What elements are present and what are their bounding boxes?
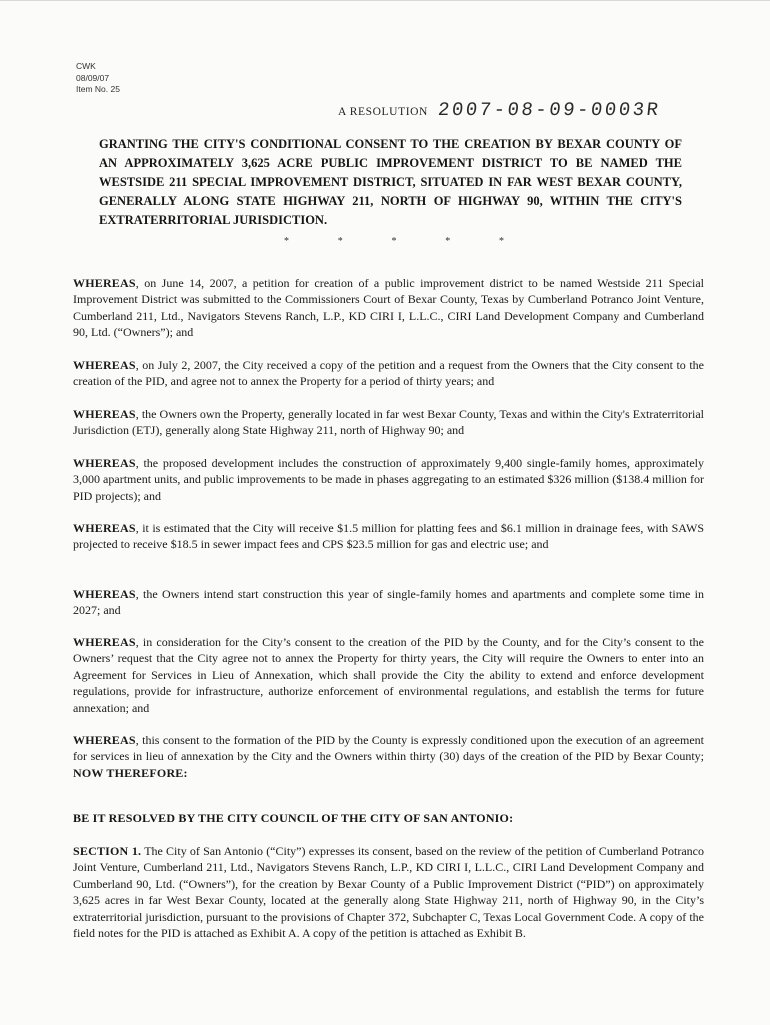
whereas-label: WHEREAS [73, 587, 136, 601]
whereas-text: , it is estimated that the City will receive $1.5 million for platting fees and $6.1 million in drainage fees, with SAWS projected to receive $18.5 in sewer impact fees and CPS $23.5 million for gas and electric use; and [73, 521, 704, 552]
whereas-text: , on June 14, 2007, a petition for creation of a public improvement district to be named Westside 211 Special Improvement District was submitted to the Commissioners Court of Bexar County, Texas by Cumberland Potranco Joint Venture, Cumberland 211, Ltd., Navigators Stevens Ranch, L.P., KD CIRI I, L.L.C., CIRI Land Development Company and Cumberland 90, Ltd. (“Owners”); and [73, 276, 704, 340]
whereas-label: WHEREAS [73, 733, 136, 747]
whereas-paragraph-5 [73, 520, 704, 553]
resolution-title: GRANTING THE CITY'S CONDITIONAL CONSENT TO THE CREATION BY BEXAR COUNTY OF AN APPROXIMATELY 3,625 ACRE PUBLIC IMPROVEMENT DISTRICT TO BE NAMED THE WESTSIDE 211 SPECIAL IMPROVEMENT DISTRICT, SITUATED IN FAR WEST BEXAR COUNTY, GENERALLY ALONG STATE HIGHWAY 211, NORTH OF HIGHWAY 90, WITHIN THE CITY'S EXTRATERRITORIAL JURISDICTION. [99, 137, 682, 227]
whereas-text: , the Owners intend start construction this year of single-family homes and apartments and complete some time in 2027; and [73, 587, 704, 618]
separator-star: * [337, 236, 343, 247]
author-initials: CWK [76, 61, 96, 71]
whereas-paragraph-3 [73, 406, 704, 439]
header-date: 08/09/07 [76, 72, 110, 83]
whereas-paragraph-7 [73, 634, 704, 716]
section-1-label: SECTION 1. [73, 844, 142, 858]
section-1-text: The City of San Antonio (“City”) expresses its consent, based on the review of the petition of Cumberland Potranco Joint Venture, Cumberland 211, Ltd., Navigators Stevens Ranch, L.P., KD CIRI I, L.L.C., CIRI Land Development Company and Cumberland 90, Ltd. (“Owners”), for the creation by Bexar County of a Public Improvement District (“PID”) on approximately 3,625 acres in far West Bexar County, located at the generally along State Highway 211, north of Highway 90, in the City’s extraterritorial jurisdiction, pursuant to the provisions of Chapter 372, Subchapter C, Texas Local Government Code. A copy of the field notes for the PID is attached as Exhibit A. A copy of the petition is attached as Exhibit B. [73, 844, 704, 941]
item-number: Item No. 25 [76, 84, 120, 94]
resolution-number: 2007-08-09-0003R [436, 99, 662, 121]
whereas-paragraph-6 [73, 586, 704, 619]
now-therefore: NOW THEREFORE: [73, 765, 188, 780]
section-1-paragraph [73, 843, 704, 941]
whereas-paragraph-4 [73, 455, 704, 504]
whereas-label: WHEREAS [73, 276, 136, 290]
separator-star: * [499, 236, 504, 247]
separator-star: * [284, 236, 289, 247]
whereas-label: WHEREAS [73, 635, 136, 649]
whereas-text: , this consent to the formation of the PID by the County is expressly conditioned upon the execution of an agreement for services in lieu of annexation by the City and the Owners within thirty (30) days of the creation of the PID by Bexar County; [73, 733, 704, 764]
whereas-label: WHEREAS [73, 456, 136, 470]
whereas-text: , the proposed development includes the construction of approximately 9,400 single-family homes, approximately 3,000 apartment units, and public improvements to be made in phases aggregating to an estimated $326 million ($138.4 million for PID projects); and [73, 456, 704, 503]
whereas-label: WHEREAS [73, 521, 136, 535]
whereas-text: , the Owners own the Property, generally located in far west Bexar County, Texas and within the City's Extraterritorial Jurisdiction (ETJ), generally along State Highway 211, north of Highway 90; and [73, 407, 704, 438]
separator-star: * [391, 236, 397, 247]
whereas-label: WHEREAS [73, 407, 136, 421]
resolution-line [338, 99, 738, 121]
whereas-paragraph-2 [73, 357, 704, 390]
separator-star: * [445, 236, 451, 247]
whereas-label: WHEREAS [73, 358, 136, 372]
whereas-text: , on July 2, 2007, the City received a copy of the petition and a request from the Owners that the City consent to the creation of the PID, and agree not to annex the Property for a period of thirty years; and [73, 358, 704, 389]
resolution-label: A RESOLUTION [338, 106, 428, 118]
separator-stars [284, 236, 504, 247]
resolved-clause: BE IT RESOLVED BY THE CITY COUNCIL OF THE CITY OF SAN ANTONIO: [73, 811, 514, 825]
whereas-text: , in consideration for the City’s consent to the creation of the PID by the County, and for the City’s consent to the Owners’ request that the City agree not to annex the Property for thirty years, the City will require the Owners to enter into an Agreement for Services in Lieu of Annexation, which shall provide the City the ability to extend and enforce development regulations, provide for infrastructure, authorize enforcement of environmental regulations, and establish the terms for future annexation; and [73, 635, 704, 715]
whereas-paragraph-8 [73, 732, 704, 781]
whereas-paragraph-1 [73, 275, 704, 341]
header-notes [76, 61, 120, 96]
